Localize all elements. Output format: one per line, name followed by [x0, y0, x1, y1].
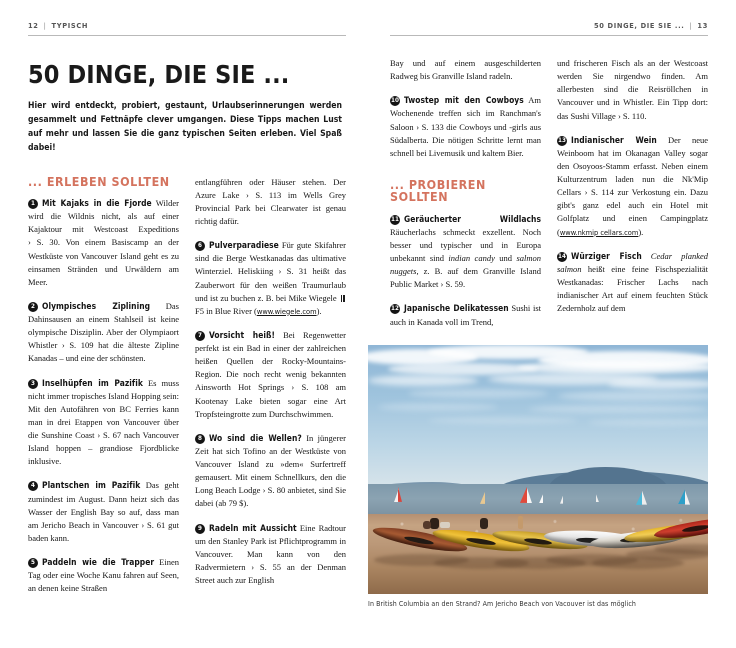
page-title: 50 DINGE, DIE SIE ... — [28, 60, 290, 89]
item-text-tail: am Kootenay Lake bieten sogar eine Art Tropfsteingrotte zum Durchschwimmen. — [195, 382, 347, 419]
item-number-badge: 11 — [391, 215, 399, 223]
section-heading-probieren: ... PROBIEREN SOLLTEN — [390, 176, 486, 205]
item-text: Einen Tag oder eine Woche Kanu fahren auf Seen, an denen keine Straßen — [28, 557, 179, 594]
item-lead: Japanische Delikatessen — [404, 303, 509, 314]
item-lead: Twostep mit den Cowboys — [404, 95, 524, 106]
item-lead: Indianischer Wein — [571, 134, 657, 145]
item-lead: Olympisches Ziplining — [42, 300, 151, 311]
list-item — [28, 300, 179, 366]
item-text: Das geht zumindest im August. Dann heizt sich das Wasser der English Bay so auf, dass man am Jericho Beach in Vancouver — [28, 480, 179, 530]
page-reference[interactable]: › S. 67 — [97, 430, 122, 441]
page-reference[interactable]: › S. 114 — [584, 187, 614, 198]
item-number-badge: 14 — [558, 252, 566, 260]
list-item — [390, 213, 541, 292]
beach-kayaks-photo — [368, 345, 708, 594]
list-item — [28, 197, 179, 289]
item-lead: Pulverparadiese — [209, 240, 279, 251]
page-reference[interactable]: › S. 108 — [291, 382, 329, 393]
list-item — [557, 250, 708, 316]
item-text: Wilder wird die Wildnis nicht, als auf einer Kajaktour mit Westcoast Expeditions — [28, 198, 179, 235]
item-text-tail: anbietet, sind Sie dabei (ab 79 $). — [195, 485, 347, 509]
photo-caption: In British Columbia an den Strand? Am Jericho Beach von Vacouver ist das möglich — [368, 600, 637, 608]
column-continuation-text: entlangführen oder Häuser stehen. Der Azure Lake › S. 113 im Wells Grey Provincial Park bei Clearwater ist genau richtig dafür. — [195, 176, 346, 227]
column-2 — [195, 176, 346, 607]
list-item — [195, 329, 346, 421]
item-text: Eine Radtour um den Stanley Park ist Pflichtprogramm in Vancouver. Man kann von den Radvermietern — [195, 522, 346, 572]
item-text: Für gute Skifahrer sind die Berge Westkanadas das ultimative Winterziel. Heliskiing — [195, 240, 347, 277]
web-link[interactable]: www.wiegele.com — [256, 306, 317, 316]
item-text: heißt eine feine Fischspezialität Westkanadas: Frischer Lachs nach indianischer Art auf einem feuchten Stück Zedernholz auf dem — [557, 263, 708, 314]
running-head-left — [28, 18, 346, 36]
column-3 — [390, 57, 541, 340]
list-item — [28, 377, 179, 469]
page-reference[interactable]: › S. 30. — [28, 237, 60, 248]
column-1 — [28, 173, 180, 607]
item-number-badge: 7 — [195, 331, 205, 341]
page-reference[interactable]: › S. 55 — [251, 561, 282, 572]
section-heading-erleben: ... ERLEBEN SOLLTEN — [28, 173, 170, 189]
item-text-tail: nach Vancouver Island hoppen – grandiose Fjordblicke inklusive. — [28, 430, 179, 467]
map-reference[interactable]: F5 — [195, 305, 204, 316]
item-number-badge: 4 — [28, 481, 38, 491]
list-item — [557, 134, 708, 239]
italic-term: Cedar planked salmon — [557, 250, 708, 274]
web-link[interactable]: www.nkmip cellars.com — [559, 227, 639, 237]
page-reference[interactable]: › S. 109 — [61, 340, 94, 351]
intro-paragraph: Hier wird entdeckt, probiert, gestaunt, Urlaubserinnerungen werden gesammelt und Fettnäpfe clever umgangen. Diese Tipps machen Lust auf mehr und lassen Sie die ganz typischen Seiten erleben. Viel Spaß dabei! — [28, 101, 342, 153]
item-number-badge: 6 — [195, 241, 205, 251]
item-lead: Paddeln wie die Trapper — [42, 557, 155, 568]
list-item — [28, 556, 179, 595]
item-number-badge: 12 — [391, 305, 399, 313]
page-reference[interactable]: › S. 61 — [141, 519, 166, 530]
item-text-tail: an der Denman Street auch zur English — [195, 561, 347, 586]
item-number-badge: 10 — [391, 97, 399, 105]
column-continuation-text: und frischeren Fisch als an der Westcoast werden Sie nirgendwo finden. Am allerbesten sind die Reisröllchen in Vancouver und in Whistler. Ein Tipp dort: das Sushi Village › S. 110. — [557, 58, 708, 121]
item-lead: Würziger Fisch — [571, 250, 642, 261]
list-item — [195, 522, 346, 588]
page-number-left: 12 — [28, 21, 39, 30]
item-lead: Inselhüpfen im Pazifik — [42, 377, 143, 388]
item-text: Das Dahinsausen an einem Stahlseil ist keine olympische Disziplin. Aber der Olympiaort Whistler — [28, 300, 179, 351]
right-page-columns — [390, 57, 708, 340]
column-4 — [557, 57, 708, 340]
italic-term: salmon nuggets — [390, 253, 542, 277]
item-text-tail: zur Verkostung ein. Dazu gibt's ganz edel auch ein Hotel mit Golfplatz und einen Campingplatz ( — [557, 187, 708, 237]
item-text-tail: gut baden kann. — [28, 519, 179, 543]
item-text: In jüngerer Zeit hat sich Tofino an der Westküste von Vancouver Island zu »dem« Surfertreff gemausert. Mit einem Schnellkurs, den die Long Beach Lodge — [195, 432, 346, 496]
item-number-badge: 5 — [28, 558, 38, 568]
item-text: Sushi ist auch in Kanada voll im Trend, — [390, 303, 542, 327]
left-page-columns — [28, 173, 347, 607]
page-reference[interactable]: › S. 80 — [262, 485, 286, 496]
page-reference[interactable]: › S. 133 — [416, 121, 444, 132]
column-continuation-text: Bay und auf einem ausgeschilderten Radweg bis Granville Island radeln. — [390, 58, 541, 82]
item-number-badge: 13 — [558, 136, 566, 144]
item-number-badge: 8 — [195, 434, 205, 444]
running-head-right — [390, 18, 708, 36]
list-item — [390, 94, 541, 160]
item-text-end: ). — [316, 305, 322, 316]
item-text: Räucherlachs schmeckt exzellent. Noch besser und typischer und in Europa unbekannt sind — [390, 226, 541, 264]
item-text: Der neue Weinboom hat im Okanagan Valley sogar den Osoyoos-Stamm erfasst. Neben einem Kulturzentrum laden nun die Nk'Mip Cellars — [557, 134, 708, 198]
item-text-tail2: in Blue River ( — [206, 305, 257, 316]
map-grid-icon — [340, 295, 345, 302]
item-text: Es muss nicht immer tropisches Island Hopping sein: Mit den Autofähren von BC Ferries kann man in drei Etappen von Vancouver über die Sunshine Coast — [28, 377, 180, 441]
item-text: Am Wochenende treffen sich im Ranchman's Saloon — [390, 95, 542, 132]
list-item — [28, 479, 179, 545]
item-lead: Mit Kajaks in die Fjorde — [42, 198, 152, 209]
list-item — [195, 432, 346, 511]
page-reference[interactable]: › S. 31 — [278, 266, 308, 277]
page-reference[interactable]: › S. 59. — [440, 279, 466, 290]
item-number-badge: 3 — [28, 379, 38, 389]
item-lead: Vorsicht heiß! — [209, 329, 275, 340]
running-head-separator-right: | — [689, 21, 693, 30]
item-lead: Plantschen im Pazifik — [42, 480, 141, 491]
italic-term: indian candy — [448, 253, 495, 264]
running-head-title: 50 DINGE, DIE SIE ... — [593, 21, 685, 30]
item-text-tail: heißt das Zauberwort für den weißen Traumurlaub und ist zu buchen z. B. bei Mike Wiegele — [195, 266, 346, 303]
item-text-tail: Von einem Basiscamp an der Westküste von Vancouver Island geht es zu einsamen Stränden und Urwäldern am Meer. — [28, 237, 179, 287]
photo-figure — [368, 345, 708, 608]
item-lead: Radeln mit Aussicht — [209, 522, 297, 533]
item-text-mid2: , z. B. auf dem Granville Island Public Market — [390, 266, 541, 290]
photo-water — [368, 484, 708, 514]
page-number-right: 13 — [697, 21, 708, 30]
item-number-badge: 1 — [28, 199, 38, 209]
item-number-badge: 9 — [195, 524, 205, 534]
item-text-end: ). — [638, 226, 644, 237]
item-text-mid: und — [499, 253, 513, 264]
list-item — [390, 302, 541, 328]
item-text: Bei Regenwetter perfekt ist ein Bad in einer der zahlreichen heißen Quellen der Rocky-Mountains-Region. Die noch recht wenig bekannten Ainsworth Hot Springs — [195, 329, 346, 393]
item-text-tail: die Cowboys und -girls aus Südalberta. Die nötigen Schritte lernt man schnell bei Livemusik und kaltem Bier. — [390, 121, 542, 158]
item-lead: Geräucherter Wildlachs — [404, 213, 541, 224]
item-lead: Wo sind die Wellen? — [209, 432, 302, 443]
item-number-badge: 2 — [28, 302, 38, 312]
item-text-tail: hat die älteste Zipline Kanadas – und eine der schönsten. — [28, 340, 180, 364]
running-head-separator-left: | — [43, 21, 47, 30]
running-head-section: TYPISCH — [51, 21, 89, 30]
list-item — [195, 239, 346, 318]
